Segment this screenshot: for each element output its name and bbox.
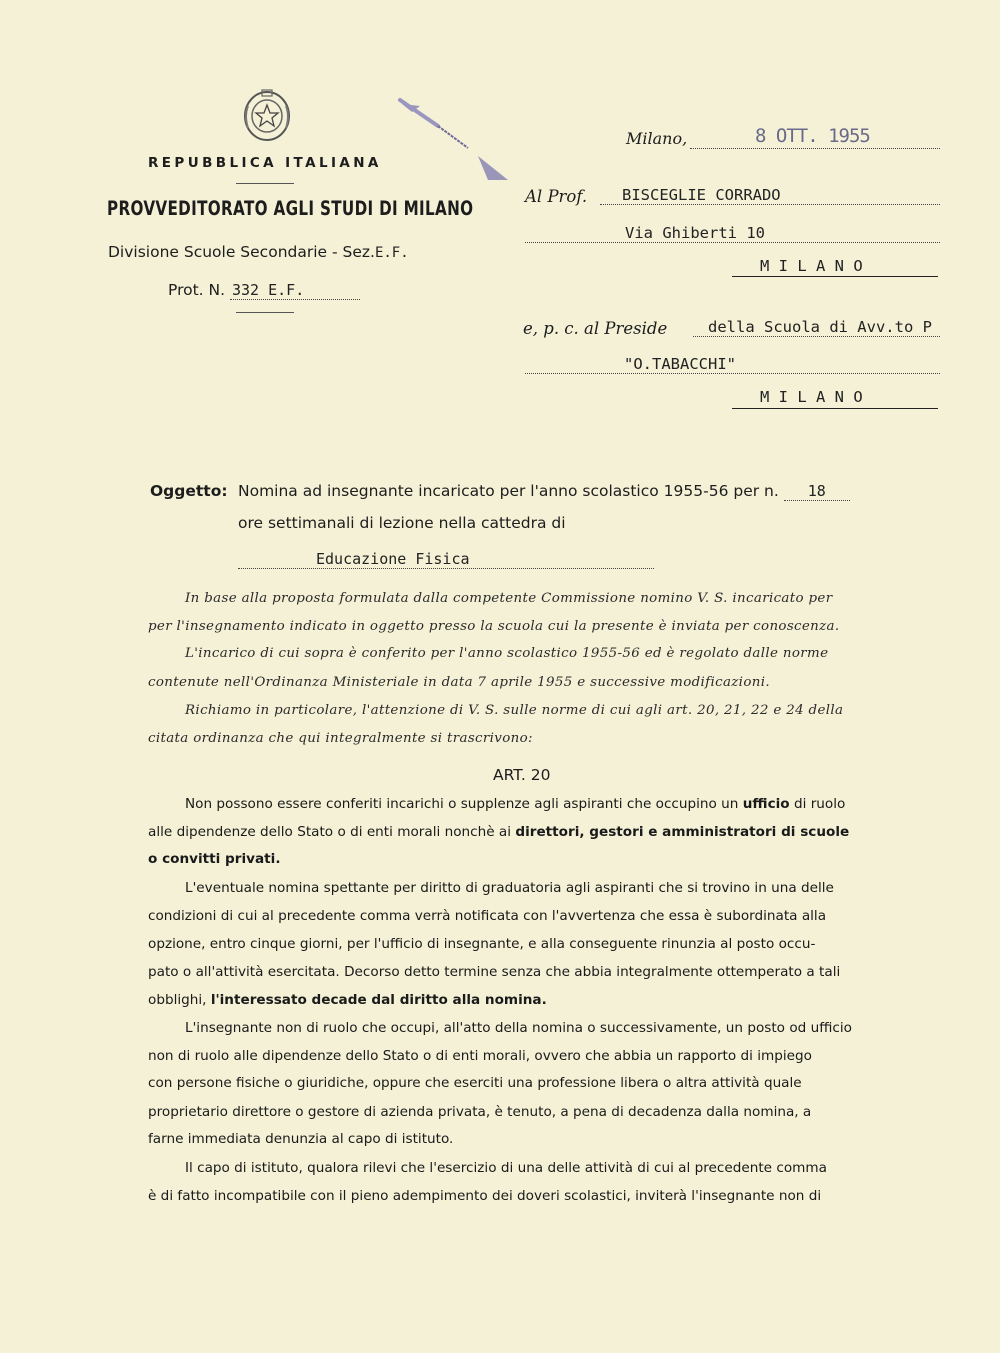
office-name: PROVVEDITORATO AGLI STUDI DI MILANO xyxy=(107,197,474,220)
intro-line: contenute nell'Ordinanza Ministeriale in data 7 aprile 1955 e successive modificazioni. xyxy=(148,675,770,690)
intro-line: citata ordinanza che qui integralmente si trascrivono: xyxy=(148,731,533,746)
text-span: obblighi, xyxy=(148,992,207,1008)
division-label: Divisione Scuole Secondarie - Sez. xyxy=(108,243,375,261)
school-underline xyxy=(693,336,940,337)
article-line: è di fatto incompatibile con il pieno adempimento dei doveri scolastici, inviterà l'insegnante non di xyxy=(148,1188,822,1204)
article-line: con persone fisiche o giuridiche, oppure che eserciti una professione libera o altra attività quale xyxy=(148,1075,802,1091)
divider xyxy=(236,312,294,313)
bold-span: o convitti privati. xyxy=(148,851,281,867)
recipient-city: M I L A N O xyxy=(760,257,863,275)
article-line: farne immediata denunzia al capo di istituto. xyxy=(148,1131,454,1147)
text-span: di ruolo xyxy=(793,796,846,812)
date-underline xyxy=(690,148,940,149)
subject-underline xyxy=(238,568,654,569)
recipient-underline xyxy=(600,204,940,205)
article-line: opzione, entro cinque giorni, per l'ufficio di insegnante, e alla conseguente rinunzia al posto occu- xyxy=(148,936,816,952)
article-line xyxy=(148,824,849,840)
copy-city-underline xyxy=(732,408,938,409)
subject-name: Educazione Fisica xyxy=(316,550,470,568)
subject-line1-text: Nomina ad insegnante incaricato per l'anno scolastico 1955-56 per n. xyxy=(238,482,779,500)
article-line: Il capo di istituto, qualora rilevi che l'esercizio di una delle attività di cui al precedente comma xyxy=(185,1160,827,1176)
article-line xyxy=(148,851,281,867)
city-underline xyxy=(732,276,938,277)
recipient-label: Al Prof. xyxy=(525,187,588,206)
protocol-label: Prot. N. xyxy=(168,281,226,299)
article-line: L'eventuale nomina spettante per diritto di graduatoria agli aspiranti che si trovino in una delle xyxy=(185,880,834,896)
date-stamp: 8 OTT. 1955 xyxy=(755,125,870,147)
article-heading: ART. 20 xyxy=(493,766,551,784)
recipient-street: Via Ghiberti 10 xyxy=(625,224,765,242)
republic-emblem-icon xyxy=(240,86,294,146)
republic-heading: REPUBBLICA ITALIANA xyxy=(148,155,382,171)
copy-label: e, p. c. al Preside xyxy=(523,319,668,338)
arrow-stamp-icon xyxy=(396,96,516,188)
copy-school-line: della Scuola di Avv.to P xyxy=(708,318,932,336)
subject-line2: ore settimanali di lezione nella cattedra di xyxy=(238,514,566,532)
article-line xyxy=(185,796,845,812)
subject-hours: 18 xyxy=(784,482,850,501)
article-line: L'insegnante non di ruolo che occupi, all'atto della nomina o successivamente, un posto od ufficio xyxy=(185,1020,852,1036)
subject-label: Oggetto: xyxy=(150,482,228,500)
bold-span: ufficio xyxy=(742,796,790,812)
bold-span: direttori, gestori e amministratori di scuole xyxy=(515,824,850,840)
article-line: proprietario direttore o gestore di azienda privata, è tenuto, a pena di decadenza dalla nomina, a xyxy=(148,1104,812,1120)
street-underline xyxy=(525,242,940,243)
article-line: condizioni di cui al precedente comma verrà notificata con l'avvertenza che essa è subordinata alla xyxy=(148,908,827,924)
date-place: Milano, xyxy=(626,129,688,148)
intro-line: per l'insegnamento indicato in oggetto presso la scuola cui la presente è inviata per conoscenza. xyxy=(148,619,840,634)
intro-line: Richiamo in particolare, l'attenzione di V. S. sulle norme di cui agli art. 20, 21, 22 e 24 della xyxy=(185,703,844,718)
bold-span: l'interessato decade dal diritto alla nomina. xyxy=(210,992,547,1008)
text-span: alle dipendenze dello Stato o di enti morali nonchè ai xyxy=(148,824,512,840)
subject-line1 xyxy=(238,482,850,501)
division-code: E.F. xyxy=(374,245,409,261)
divider xyxy=(236,183,294,184)
article-line: pato o all'attività esercitata. Decorso detto termine senza che abbia integralmente ottemperato a tali xyxy=(148,964,841,980)
school-name-underline xyxy=(525,373,940,374)
text-span: Non possono essere conferiti incarichi o supplenze agli aspiranti che occupino un xyxy=(185,796,739,812)
division-line xyxy=(108,243,409,261)
copy-school-name: "O.TABACCHI" xyxy=(624,355,736,373)
intro-line: L'incarico di cui sopra è conferito per l'anno scolastico 1955-56 ed è regolato dalle norme xyxy=(185,646,829,661)
protocol-line xyxy=(168,281,360,300)
protocol-number: 332 E.F. xyxy=(230,281,360,300)
article-line xyxy=(148,992,547,1008)
intro-line: In base alla proposta formulata dalla competente Commissione nomino V. S. incaricato per xyxy=(185,591,833,606)
copy-city: M I L A N O xyxy=(760,388,863,406)
recipient-name: BISCEGLIE CORRADO xyxy=(622,186,781,204)
article-line: non di ruolo alle dipendenze dello Stato o di enti morali, ovvero che abbia un rapporto di impiego xyxy=(148,1048,812,1064)
